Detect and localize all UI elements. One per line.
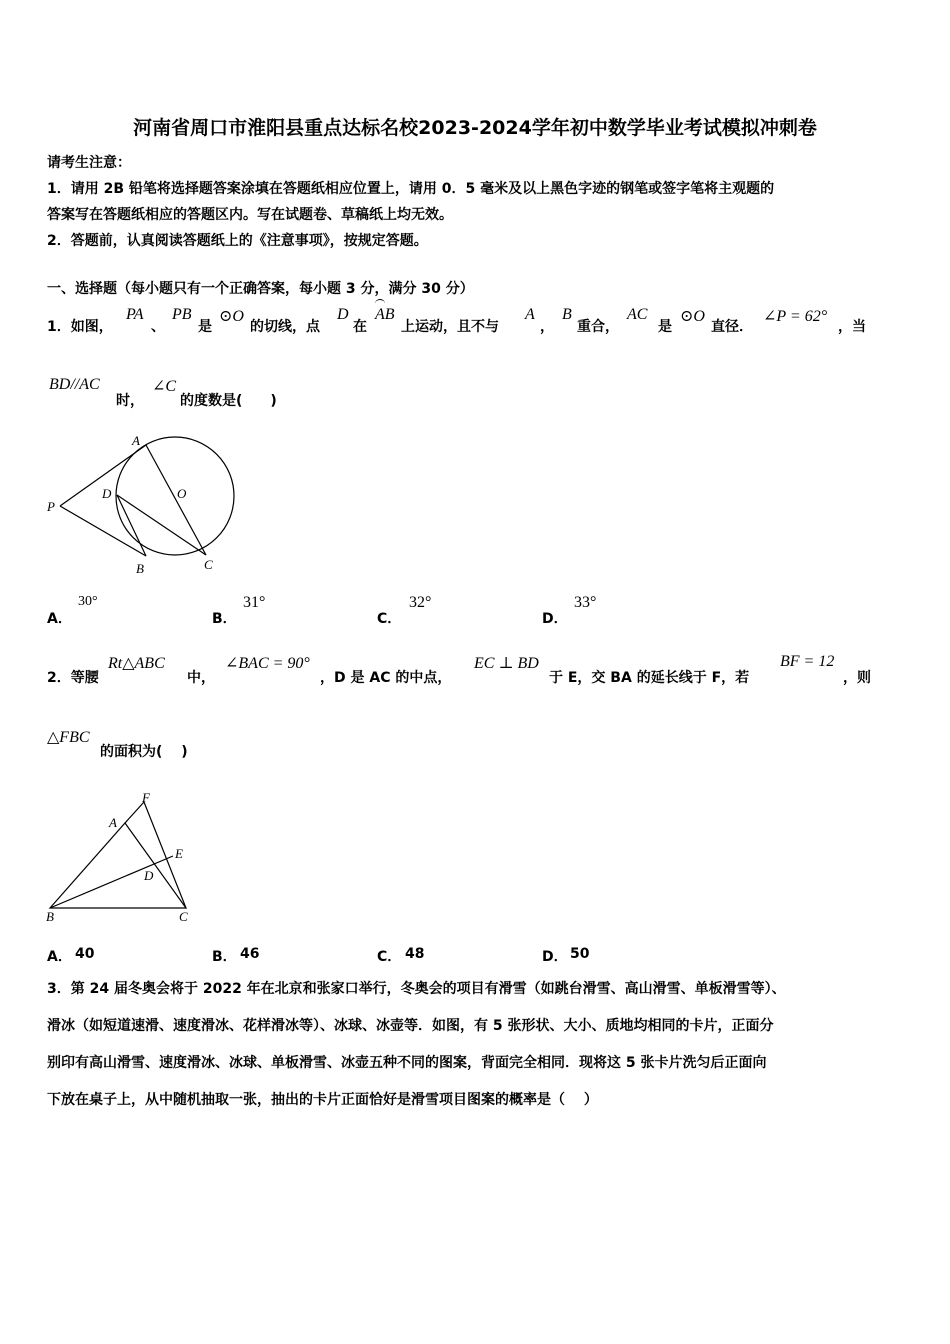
q2-label-c: C <box>179 909 188 924</box>
q2-text-area: 的面积为( ) <box>100 744 188 760</box>
q2-figure-line-af <box>125 802 144 823</box>
q3-line-4: 下放在桌子上，从中随机抽取一张，抽出的卡片正面恰好是滑雪项目图案的概率是（ ） <box>47 1092 598 1108</box>
q2-math-rt-triangle: Rt△ABC <box>108 655 165 672</box>
q1-math-circle-o-2: ⊙O <box>680 308 705 325</box>
q2-math-angle-bac: ∠BAC = 90° <box>225 655 310 672</box>
q3-line-2: 滑冰（如短道速滑、速度滑冰、花样滑冰等）、冰球、冰壶等．如图，有 5 张形状、大小、质地均相同的卡片，正面分 <box>47 1018 774 1034</box>
q1-text-when: ，当 <box>838 319 866 335</box>
q2-math-ec-perp-bd: EC ⊥ BD <box>474 655 539 672</box>
q1-separator: 、 <box>151 319 165 335</box>
q2-label-b: B <box>46 909 54 924</box>
q1-label-a: A <box>132 433 140 448</box>
q1-figure-line-dc <box>117 495 206 555</box>
q2-option-a-letter: A． <box>47 949 72 965</box>
q2-text-midpoint: ，D 是 AC 的中点， <box>320 670 452 686</box>
q1-figure <box>40 430 250 580</box>
q1-text-comma: ， <box>540 319 554 335</box>
q1-text-moving: 上运动，且不与 <box>401 319 499 335</box>
q2-option-a-value: 40 <box>75 946 95 962</box>
q2-text-at: 于 E，交 BA 的延长线于 F，若 <box>549 670 750 686</box>
q1-math-ac: AC <box>627 306 648 323</box>
q3-line-1: 3．第 24 届冬奥会将于 2022 年在北京和张家口举行，冬奥会的项目有滑雪（如跳台滑雪、高山滑雪、单板滑雪等）、 <box>47 981 786 997</box>
q2-option-c-value: 48 <box>405 946 425 962</box>
q1-math-pb: PB <box>172 306 192 323</box>
section-1-heading: 一、选择题（每小题只有一个正确答案，每小题 3 分，满分 30 分） <box>47 281 474 297</box>
q2-option-c-letter: C． <box>377 949 402 965</box>
q1-math-circle-o: ⊙O <box>219 308 244 325</box>
q2-label-a: A <box>109 815 117 830</box>
q1-math-arc-ab: AB <box>375 306 395 323</box>
notice-item-2: 2．答题前，认真阅读答题纸上的《注意事项》，按规定答题。 <box>47 233 428 249</box>
q2-label-d: D <box>144 868 154 883</box>
q1-text-degree: 的度数是( ) <box>180 393 277 409</box>
q2-option-b-letter: B． <box>212 949 237 965</box>
q1-figure-line-pb <box>60 506 146 556</box>
q1-text-is-2: 是 <box>658 319 672 335</box>
q2-option-b-value: 46 <box>240 946 260 962</box>
q1-figure-circle <box>116 437 234 555</box>
q1-math-angle-c: ∠C <box>152 378 177 395</box>
q2-figure <box>40 786 210 926</box>
q1-label-c: C <box>204 557 213 572</box>
q1-option-a-value: 30° <box>78 594 98 609</box>
q1-option-a-letter: A． <box>47 611 72 627</box>
q1-option-b-letter: B． <box>212 611 237 627</box>
q2-text-in: 中， <box>187 670 215 686</box>
q1-text-coincide: 重合， <box>577 319 619 335</box>
q1-option-b-value: 31° <box>243 594 266 611</box>
q1-label-b: B <box>136 561 144 576</box>
q1-text-on: 在 <box>353 319 367 335</box>
q1-label-d: D <box>102 486 112 501</box>
question-3 <box>47 971 786 1119</box>
q2-text-then: ，则 <box>843 670 871 686</box>
q2-label-e: E <box>175 846 183 861</box>
q2-option-d-value: 50 <box>570 946 590 962</box>
q1-label-o: O <box>177 486 187 501</box>
q1-option-c-letter: C． <box>377 611 402 627</box>
q2-option-d-letter: D． <box>542 949 568 965</box>
q1-option-d-letter: D． <box>542 611 568 627</box>
page-title: 河南省周口市淮阳县重点达标名校2023-2024学年初中数学毕业考试模拟冲刺卷 <box>133 117 817 139</box>
q1-math-d: D <box>337 306 349 323</box>
q1-text-time: 时， <box>116 393 144 409</box>
q1-label-p: P <box>47 499 55 514</box>
notice-heading: 请考生注意： <box>47 155 131 171</box>
q2-figure-triangle-abc <box>50 823 186 908</box>
q1-math-a: A <box>525 306 535 323</box>
q2-math-bf: BF = 12 <box>780 653 835 670</box>
q1-math-angle-p: ∠P = 62° <box>763 308 828 325</box>
q2-label-f: F <box>142 790 150 805</box>
q2-figure-line-be <box>50 856 173 908</box>
q2-number: 2．等腰 <box>47 670 99 686</box>
notice-item-1-line-2: 答案写在答题纸相应的答题区内。写在试题卷、草稿纸上均无效。 <box>47 207 453 223</box>
q1-option-c-value: 32° <box>409 594 432 611</box>
q1-math-bd-parallel-ac: BD//AC <box>49 376 100 393</box>
q1-text-is: 是 <box>198 319 212 335</box>
notice-item-1-line-1: 1．请用 2B 铅笔将选择题答案涂填在答题纸相应位置上，请用 0．5 毫米及以上黑色字迹的钢笔或签字笔将主观题的 <box>47 181 775 197</box>
q1-figure-line-ac <box>146 445 206 555</box>
q2-math-triangle-fbc: △FBC <box>47 729 90 746</box>
q1-option-d-value: 33° <box>574 594 597 611</box>
q1-text-diameter: 直径． <box>711 319 753 335</box>
q1-math-pa: PA <box>126 306 144 323</box>
q1-text-tangent: 的切线，点 <box>250 319 320 335</box>
q3-line-3: 别印有高山滑雪、速度滑冰、冰球、单板滑雪、冰壶五种不同的图案，背面完全相同．现将这 5 张卡片洗匀后正面向 <box>47 1055 767 1071</box>
q1-number: 1．如图， <box>47 319 113 335</box>
q1-math-b: B <box>562 306 572 323</box>
